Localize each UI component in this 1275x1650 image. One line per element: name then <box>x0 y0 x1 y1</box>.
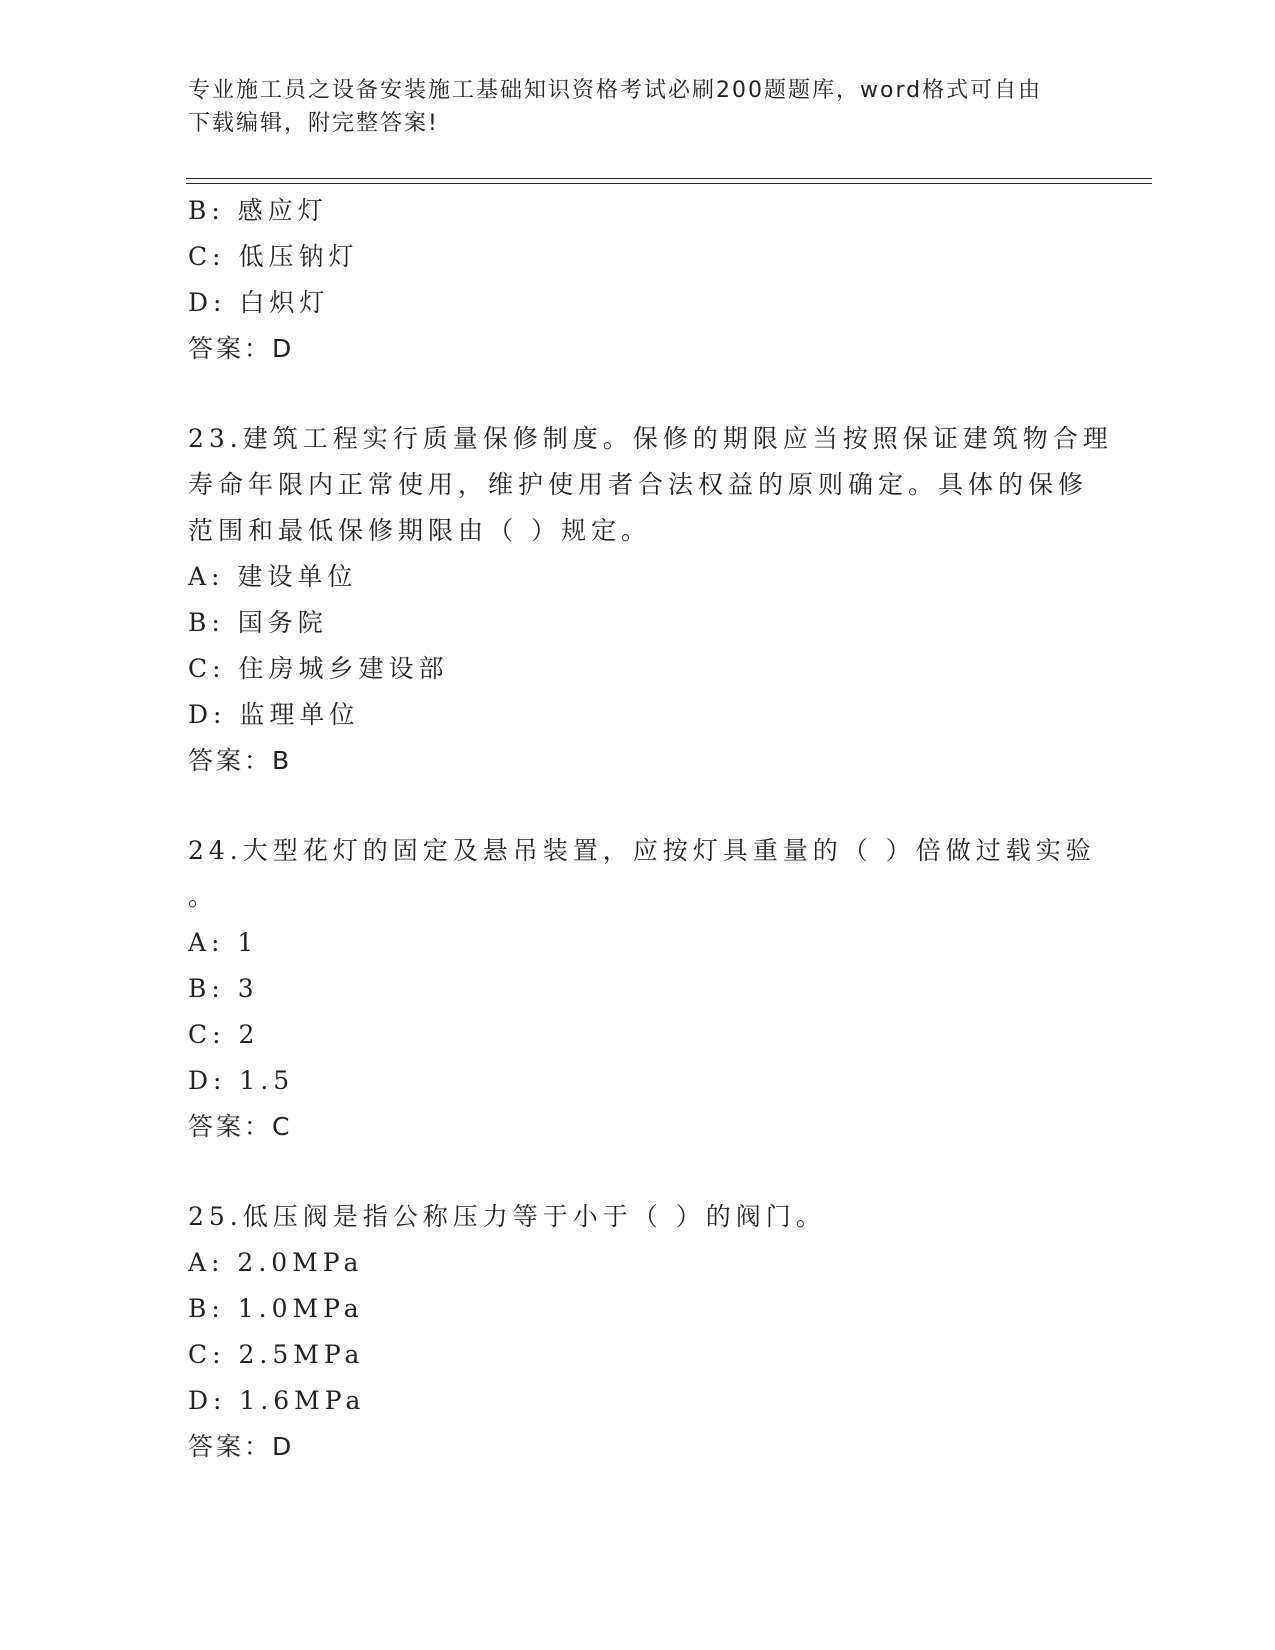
option-b: B: 3 <box>188 974 259 1003</box>
option-c: C: 2 <box>188 1020 260 1049</box>
question-line: 。 <box>188 882 219 911</box>
header-line-2: 下载编辑，附完整答案! <box>188 111 439 136</box>
question-list <box>188 188 1113 1470</box>
option-c: C: 2.5MPa <box>188 1340 365 1369</box>
option-d: D: 白炽灯 <box>188 288 330 317</box>
question-line: 范围和最低保修期限由（ ）规定。 <box>188 516 651 545</box>
option-c: C: 住房城乡建设部 <box>188 654 449 683</box>
question-line: 寿命年限内正常使用，维护使用者合法权益的原则确定。具体的保修 <box>188 470 1089 499</box>
question-text <box>188 828 1096 920</box>
header-line-1: 专业施工员之设备安装施工基础知识资格考试必刷200题题库，word格式可自由 <box>188 78 1043 103</box>
option-b: B: 感应灯 <box>188 196 328 225</box>
answer-label: 答案：B <box>188 746 293 775</box>
option-b: B: 1.0MPa <box>188 1294 364 1323</box>
question-line: 25.低压阀是指公称压力等于小于（ ）的阀门。 <box>188 1202 826 1231</box>
answer-label: 答案：D <box>188 334 295 363</box>
page-header <box>188 74 1088 140</box>
option-d: D: 1.6MPa <box>188 1386 366 1415</box>
option-d: D: 监理单位 <box>188 700 360 729</box>
answer-label: 答案：D <box>188 1432 295 1461</box>
question-line: 24.大型花灯的固定及悬吊装置，应按灯具重量的（ ）倍做过载实验 <box>188 836 1096 865</box>
option-a: A: 建设单位 <box>188 562 358 591</box>
question-block-24 <box>188 828 1096 1150</box>
question-block-25 <box>188 1194 1088 1470</box>
option-c: C: 低压钠灯 <box>188 242 359 271</box>
option-a: A: 1 <box>188 928 259 957</box>
header-divider-bottom <box>186 183 1152 184</box>
answer-label: 答案：C <box>188 1112 293 1141</box>
question-text <box>188 1194 1088 1240</box>
option-b: B: 国务院 <box>188 608 328 637</box>
question-block-prev <box>188 188 1088 372</box>
option-d: D: 1.5 <box>188 1066 295 1095</box>
question-line: 23.建筑工程实行质量保修制度。保修的期限应当按照保证建筑物合理 <box>188 424 1113 453</box>
question-text <box>188 416 1113 554</box>
header-divider-top <box>186 178 1152 179</box>
question-block-23 <box>188 416 1113 784</box>
option-a: A: 2.0MPa <box>188 1248 364 1277</box>
